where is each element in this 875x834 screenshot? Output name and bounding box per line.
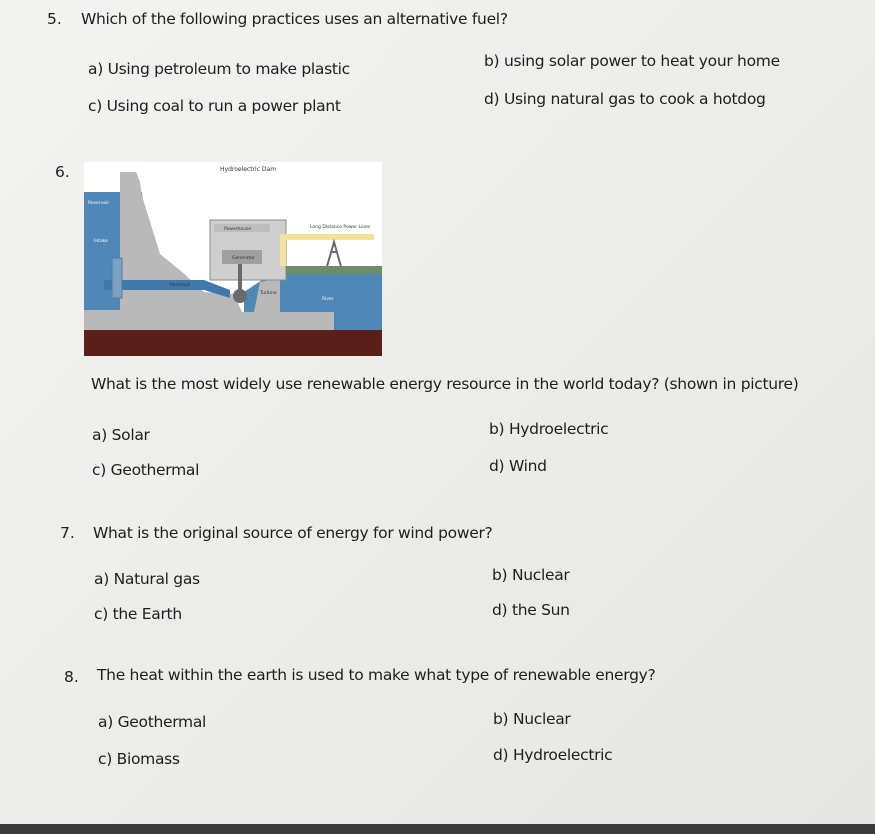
- option-text: the Sun: [511, 601, 570, 619]
- option-letter: d): [484, 90, 500, 108]
- q5-option-c[interactable]: [88, 97, 341, 115]
- q7-option-d[interactable]: [492, 601, 570, 619]
- option-letter: b): [492, 566, 508, 584]
- option-text: Using natural gas to cook a hotdog: [503, 90, 766, 108]
- ground: [84, 330, 382, 356]
- question-5-text: Which of the following practices uses an alternative fuel?: [81, 10, 508, 28]
- option-text: Geothermal: [117, 713, 207, 731]
- option-text: Nuclear: [511, 566, 570, 584]
- q5-option-d[interactable]: [484, 90, 766, 108]
- q7-option-b[interactable]: [492, 566, 570, 584]
- option-letter: c): [92, 461, 106, 479]
- label-turbine: Turbine: [260, 291, 277, 296]
- power-lines: [280, 234, 374, 240]
- option-text: Solar: [111, 426, 150, 444]
- page-bottom-edge: [0, 824, 875, 834]
- label-powerhouse: Powerhouse: [224, 227, 252, 232]
- q6-option-d[interactable]: [489, 457, 547, 475]
- q6-option-b[interactable]: [489, 420, 608, 438]
- option-letter: d): [489, 457, 505, 475]
- option-text: Wind: [508, 457, 547, 475]
- q6-option-a[interactable]: [92, 426, 150, 444]
- q8-option-a[interactable]: [98, 713, 206, 731]
- option-text: Using petroleum to make plastic: [107, 60, 350, 78]
- label-river: River: [322, 297, 334, 302]
- label-penstock: Penstock: [170, 283, 191, 288]
- option-letter: d): [492, 601, 508, 619]
- q5-option-a[interactable]: [88, 60, 350, 78]
- option-letter: a): [94, 570, 109, 588]
- question-6-number: 6.: [55, 163, 70, 181]
- option-letter: c): [88, 97, 102, 115]
- q8-option-c[interactable]: [98, 750, 180, 768]
- question-7-text: What is the original source of energy for wind power?: [93, 524, 493, 542]
- q7-option-c[interactable]: [94, 605, 182, 623]
- q6-option-c[interactable]: [92, 461, 199, 479]
- option-text: Natural gas: [113, 570, 200, 588]
- option-text: the Earth: [112, 605, 182, 623]
- q8-option-b[interactable]: [493, 710, 571, 728]
- riverbank-vegetation: [286, 266, 382, 274]
- label-reservoir: Reservoir: [88, 201, 110, 206]
- option-text: Geothermal: [110, 461, 200, 479]
- question-8-text: The heat within the earth is used to make what type of renewable energy?: [97, 666, 656, 684]
- diagram-title: Hydroelectric Dam: [220, 166, 277, 173]
- hydroelectric-dam-diagram: [84, 162, 382, 356]
- option-text: Using coal to run a power plant: [106, 97, 341, 115]
- option-text: Nuclear: [512, 710, 571, 728]
- option-letter: b): [489, 420, 505, 438]
- option-letter: c): [98, 750, 112, 768]
- option-letter: b): [484, 52, 500, 70]
- label-generator: Generator: [232, 256, 255, 261]
- label-intake: Intake: [94, 239, 108, 244]
- option-letter: b): [493, 710, 509, 728]
- option-text: Biomass: [116, 750, 180, 768]
- option-letter: a): [98, 713, 113, 731]
- q7-option-a[interactable]: [94, 570, 200, 588]
- label-power-lines: Long Distance Power Lines: [310, 225, 371, 230]
- q8-option-d[interactable]: [493, 746, 612, 764]
- question-5-number: 5.: [47, 10, 62, 28]
- option-text: Hydroelectric: [512, 746, 613, 764]
- option-text: using solar power to heat your home: [503, 52, 780, 70]
- question-6-text: What is the most widely use renewable energy resource in the world today? (shown in picture): [91, 375, 799, 393]
- option-text: Hydroelectric: [508, 420, 609, 438]
- q5-option-b[interactable]: [484, 52, 780, 70]
- question-8-number: 8.: [64, 668, 79, 686]
- question-7-number: 7.: [60, 524, 75, 542]
- option-letter: c): [94, 605, 108, 623]
- option-letter: d): [493, 746, 509, 764]
- option-letter: a): [92, 426, 107, 444]
- option-letter: a): [88, 60, 103, 78]
